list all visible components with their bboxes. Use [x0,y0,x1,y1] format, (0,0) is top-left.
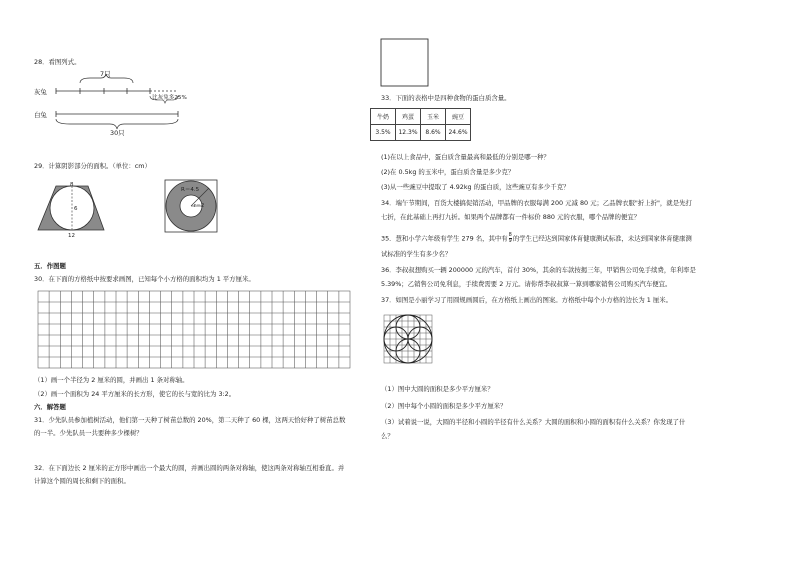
q29-trap-mid: 6 [74,206,78,212]
table-cell: 8.6% [421,125,446,141]
table-cell: 12.3% [396,125,421,141]
q31-line1: 31．少先队员参加植树活动，他们第一天种了树苗总数的 20%，第二天种了 60 棵，这两天恰好种了树苗总数 [34,416,346,424]
q33-sub3: (3)从一些豌豆中提取了 4.92kg 的蛋白质，这些豌豆有多少千克？ [381,183,570,191]
table-header-cell: 玉米 [421,109,446,125]
section-5-heading: 五．作图题 [34,262,66,270]
q29-trap-top: 8 [70,182,74,188]
q37-sub2: （2）图中每个小圆的面积是多少平方厘米？ [381,402,507,410]
q35-frac-den: 9 [508,238,512,244]
q29-label: 29．计算阴影部分的面积。（单位：cm） [34,162,151,170]
q28-hui-label: 灰兔 [34,88,47,96]
q33-sub1: (1)在以上食品中，蛋白质含量最高和最低的分别是哪一种？ [381,153,550,161]
q32-line2: 计算这个圆的周长和剩下的面积。 [34,477,130,485]
section-6-heading: 六．解答题 [34,403,66,411]
table-header-cell: 豌豆 [446,109,471,125]
table-header-cell: 牛奶 [371,109,396,125]
table-cell: 3.5% [371,125,396,141]
q36-line1: 36．李叔叔想购买一辆 200000 元的汽车，首付 30%，其余的车款按揭三年，甲销售公司免手续费，年利率是 [381,266,696,274]
q35-text-a: 35．慧和小学六年级有学生 279 名，其中有 [381,234,508,243]
q34-line1: 34．端午节期间，百货大楼搞促销活动，甲品牌的衣服每满 200 元减 80 元；乙品牌衣服"折上折"，就是先打 [381,199,692,207]
q33-label: 33．下面的表格中是四种食物的蛋白质含量。 [381,94,511,102]
q34-line2: 七折，在此基础上再打九折。如果两个品牌都有一件标价 880 元的衣服，哪个品牌的便宜？ [381,213,641,221]
q35-line2: 试标准的学生有多少名？ [381,250,452,258]
q29-trap-bottom: 12 [68,233,75,239]
q33-sub2: (2)在 0.5kg 的玉米中，蛋白质含量是多少克？ [381,168,515,176]
q29-ring-R: R＝4.5 [181,187,200,193]
q37-sub3-line1: （3）试着说一说，大圆的半径和小圆的半径有什么关系？大圆的面积和小圆的面积有什么关系？你发现了什 [381,418,686,426]
q35-text-b: 的学生已经达到国家体育健康测试标准，未达到国家体育健康测 [512,234,692,243]
q28-side-note: 比灰兔多25% [152,95,187,101]
q37-sub3-line2: 么？ [381,432,394,440]
q29-ring-r: r＝2 [194,203,205,209]
q28-bottom-brace-label: 30只 [110,129,125,137]
q37-line1: 37．如图是小丽学习了用圆规画圆后，在方格纸上画出的图案。方格纸中每个小方格的边长为 1 厘米。 [381,296,673,304]
table-header-cell: 鸡蛋 [396,109,421,125]
q28-bai-label: 白兔 [34,111,47,119]
q30-sub2: （2）画一个面积为 24 平方厘米的长方形，使它的长与宽的比为 3:2。 [34,390,236,398]
q28-label: 28．看图列式。 [34,58,81,66]
q35-frac-num: 8 [508,232,512,238]
q30-sub1: （1）画一个半径为 2 厘米的圆，并画出 1 条对称轴。 [34,376,189,384]
q37-sub1: （1）图中大圆的面积是多少平方厘米？ [381,385,494,393]
q32-line1: 32．在下面边长 2 厘米的正方形中画出一个最大的圆，并画出圆的两条对称轴，使这两条对称轴互相垂直。并 [34,464,345,472]
table-cell: 24.6% [446,125,471,141]
q28-top-brace-label: 7只 [100,70,111,78]
q31-line2: 的一半。少先队员一共要种多少棵树？ [34,429,143,437]
q30-label: 30．在下面的方格纸中按要求画图，已知每个小方格的面积均为 1 平方厘米。 [34,275,255,283]
q36-line2: 5.39%；乙销售公司免利息，手续费需要 2 万元。请你帮李叔叔算一算到哪家销售公司购买汽车便宜。 [381,280,672,288]
